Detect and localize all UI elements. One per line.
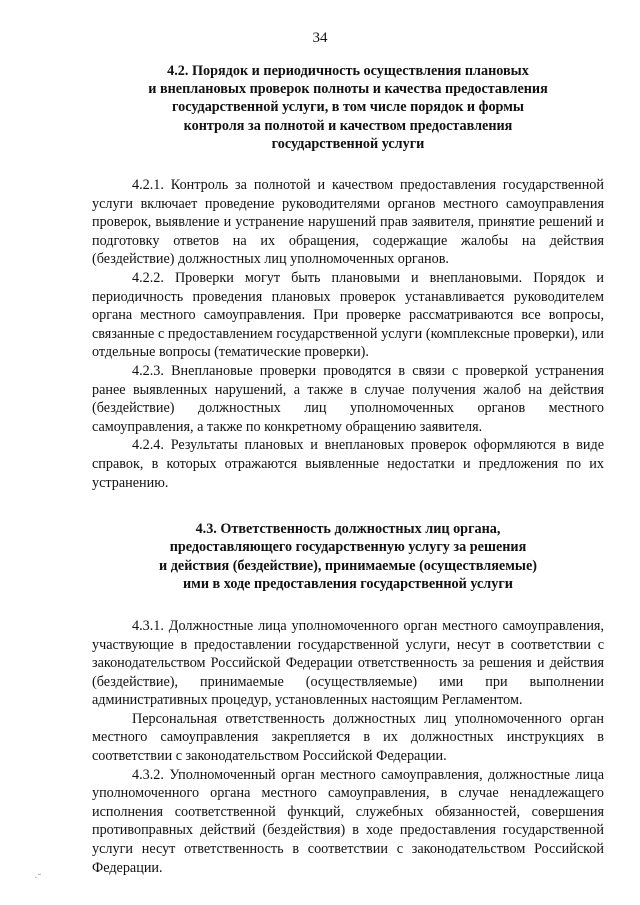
scan-artifact-mark: ·˘ <box>34 872 42 884</box>
heading-line: контроля за полнотой и качеством предоставления <box>183 117 513 134</box>
paragraph-4-2-4: 4.2.4. Результаты плановых и внеплановых проверок оформляются в виде справок, в которых отражаются выявленные недостатки и предложения по их устранению. <box>92 437 604 491</box>
page-number: 34 <box>312 30 328 46</box>
section-4-3-heading <box>92 520 604 593</box>
heading-line: государственной услуги, в том числе порядок и формы <box>172 99 524 116</box>
heading-line: ими в ходе предоставления государственной услуги <box>183 575 513 592</box>
heading-line: и внеплановых проверок полноты и качества предоставления <box>148 81 548 98</box>
section-4-2-heading <box>92 62 604 153</box>
paragraph-4-3-1: 4.3.1. Должностные лица уполномоченного орган местного самоуправления, участвующие в предоставлении государственной услуги, несут в соответствии с законодательством Российской Федерации ответственность за решения и действия (бездействие), принимаемые (осуществляемые) ими при выполнении административных процедур, установленных настоящим Регламентом. <box>92 617 604 709</box>
paragraph-4-2-2: 4.2.2. Проверки могут быть плановыми и внеплановыми. Порядок и периодичность проведения плановых проверок устанавливается руководителем органа местного самоуправления. При проверке рассматриваются все вопросы, связанные с предоставлением государственной услуги (комплексные проверки), или отдельные вопросы (тематические проверки). <box>92 269 604 361</box>
heading-line: государственной услуги <box>271 135 425 152</box>
section-4-3 <box>92 520 604 877</box>
heading-line: предоставляющего государственную услугу за решения <box>169 539 527 556</box>
paragraph-4-3-2: 4.3.2. Уполномоченный орган местного самоуправления, должностные лица уполномоченного органа местного самоуправления, в случае ненадлежащего исполнения соответственной функций, служебных обязанностей, совершения противоправных действий (бездействия) в ходе предоставления государственной услуги несут ответственность в соответствии с законодательством Российской Федерации. <box>92 766 604 876</box>
section-4-2 <box>92 62 604 492</box>
heading-line: 4.3. Ответственность должностных лиц органа, <box>195 521 501 538</box>
paragraph-personal-responsibility: Персональная ответственность должностных лиц уполномоченного орган местного самоуправления закрепляется в их должностных инструкциях в соответствии с законодательством Российской Федерации. <box>92 710 604 765</box>
document-body <box>92 62 604 877</box>
heading-line: 4.2. Порядок и периодичность осуществления плановых <box>167 63 529 79</box>
paragraph-4-2-3: 4.2.3. Внеплановые проверки проводятся в связи с проверкой устранения ранее выявленных нарушений, а также в случае получения жалоб на действия (бездействие) должностных лиц уполномоченных органов местного самоуправления, а также по конкретному обращению заявителя. <box>92 362 604 435</box>
heading-line: и действия (бездействие), принимаемые (осуществляемые) <box>159 557 537 574</box>
paragraph-4-2-1: 4.2.1. Контроль за полнотой и качеством предоставления государственной услуги включает проведение руководителями органов местного самоуправления проверок, выявление и устранение нарушений прав заявителя, принятие решений и подготовку ответов на их обращения, содержащие жалобы на действия (бездействие) должностных лиц уполномоченных органов. <box>92 177 604 268</box>
